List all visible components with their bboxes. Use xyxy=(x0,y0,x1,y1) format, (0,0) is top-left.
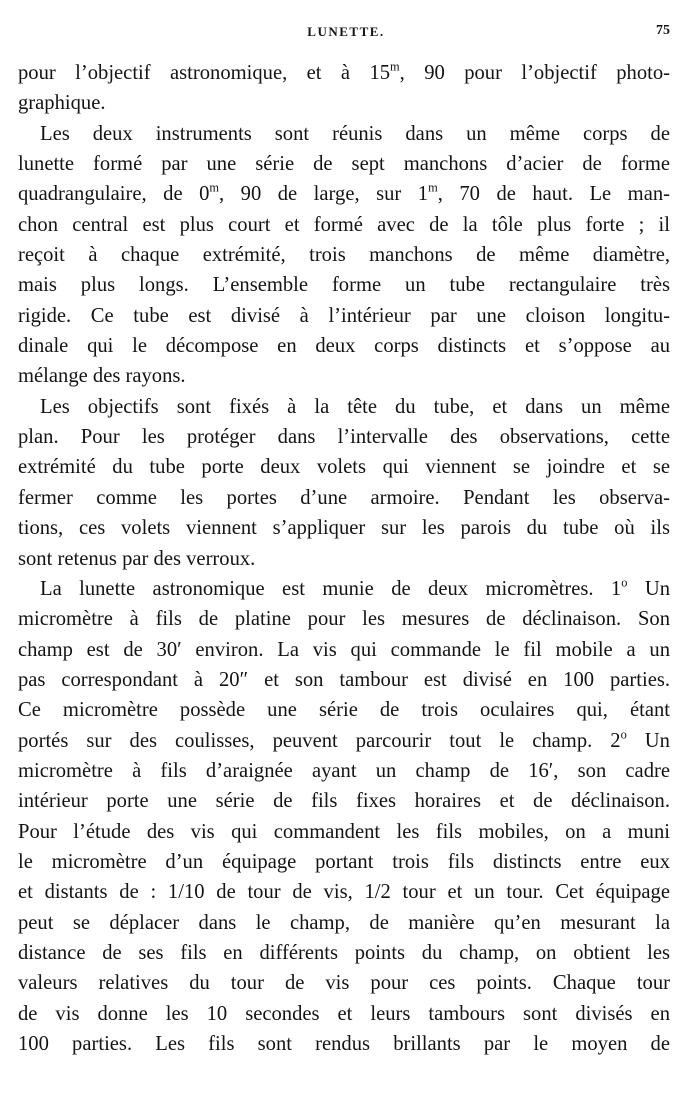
text-line: distance de ses fils en différents points du champ, on obtient les xyxy=(18,941,670,964)
page-header xyxy=(0,20,692,42)
text-line: dinale qui le décompose en deux corps distincts et s’oppose au xyxy=(18,335,670,358)
text-line: de vis donne les 10 secondes et leurs tambours sont divisés en xyxy=(18,1002,670,1025)
text-line xyxy=(18,574,670,604)
text-line xyxy=(18,58,670,88)
text-line: Ce micromètre possède une série de trois oculaires qui, étant xyxy=(18,699,670,722)
text-segment: La lunette astronomique est munie de deux micromètres. 1 xyxy=(40,577,622,600)
text-line xyxy=(18,179,670,209)
text-line xyxy=(18,726,670,756)
text-line: rigide. Ce tube est divisé à l’intérieur par une cloison longitu- xyxy=(18,304,670,327)
text-segment: , 90 de large, sur 1 xyxy=(219,183,429,206)
superscript: o xyxy=(620,726,627,741)
text-line: champ est de 30′ environ. La vis qui commande le fil mobile a un xyxy=(18,638,670,661)
text-line: Les deux instruments sont réunis dans un même corps de xyxy=(40,122,670,145)
superscript: m xyxy=(390,59,400,74)
text-line: micromètre à fils d’araignée ayant un champ de 16′, son cadre xyxy=(18,759,670,782)
text-segment: portés sur des coulisses, peuvent parcourir tout le champ. 2 xyxy=(18,729,621,752)
text-segment: , 70 de haut. Le man- xyxy=(437,183,671,206)
body-text xyxy=(18,58,670,1059)
text-line: reçoit à chaque extrémité, trois manchons de même diamètre, xyxy=(18,244,670,267)
text-line: plan. Pour les protéger dans l’intervalle des observations, cette xyxy=(18,426,670,449)
text-segment: pour l’objectif astronomique, et à 15 xyxy=(18,62,391,84)
text-line: Les objectifs sont fixés à la tête du tube, et dans un même xyxy=(40,395,670,418)
text-segment: quadrangulaire, de 0 xyxy=(18,183,210,206)
text-line: pas correspondant à 20″ et son tambour est divisé en 100 parties. xyxy=(18,668,670,691)
text-line: mais plus longs. L’ensemble forme un tube rectangulaire très xyxy=(18,274,670,297)
text-line: peut se déplacer dans le champ, de manière qu’en mesurant la xyxy=(18,911,670,934)
text-segment: Un xyxy=(626,729,670,752)
superscript: m xyxy=(209,180,220,195)
text-line: chon central est plus court et formé avec de la tôle plus forte ; il xyxy=(18,213,670,236)
text-line: intérieur porte une série de fils fixes horaires et de déclinaison. xyxy=(18,790,670,813)
text-line: lunette formé par une série de sept manchons d’acier de forme xyxy=(18,153,670,176)
superscript: m xyxy=(428,180,438,195)
superscript: o xyxy=(621,575,628,590)
page-number: 75 xyxy=(656,23,670,38)
text-line: graphique. xyxy=(18,92,106,115)
running-title: LUNETTE. xyxy=(307,24,385,39)
text-line: fermer comme les portes d’une armoire. Pendant les observa- xyxy=(18,486,670,509)
text-line: le micromètre d’un équipage portant trois fils distincts entre eux xyxy=(18,850,670,873)
text-line: micromètre à fils de platine pour les mesures de déclinaison. Son xyxy=(18,608,670,631)
text-line: tions, ces volets viennent s’appliquer sur les parois du tube où ils xyxy=(18,517,670,540)
text-line: mélange des rayons. xyxy=(18,365,186,388)
text-line: sont retenus par des verroux. xyxy=(18,547,256,570)
text-line: extrémité du tube porte deux volets qui viennent se joindre et se xyxy=(18,456,670,479)
text-line: et distants de : 1/10 de tour de vis, 1/2 tour et un tour. Cet équipage xyxy=(18,881,670,904)
text-line: valeurs relatives du tour de vis pour ces points. Chaque tour xyxy=(18,972,670,995)
text-line: 100 parties. Les fils sont rendus brillants par le moyen de xyxy=(18,1033,670,1055)
text-line: Pour l’étude des vis qui commandent les fils mobiles, on a muni xyxy=(18,820,670,843)
text-segment: , 90 pour l’objectif photo- xyxy=(399,62,670,84)
text-segment: Un xyxy=(627,577,670,600)
